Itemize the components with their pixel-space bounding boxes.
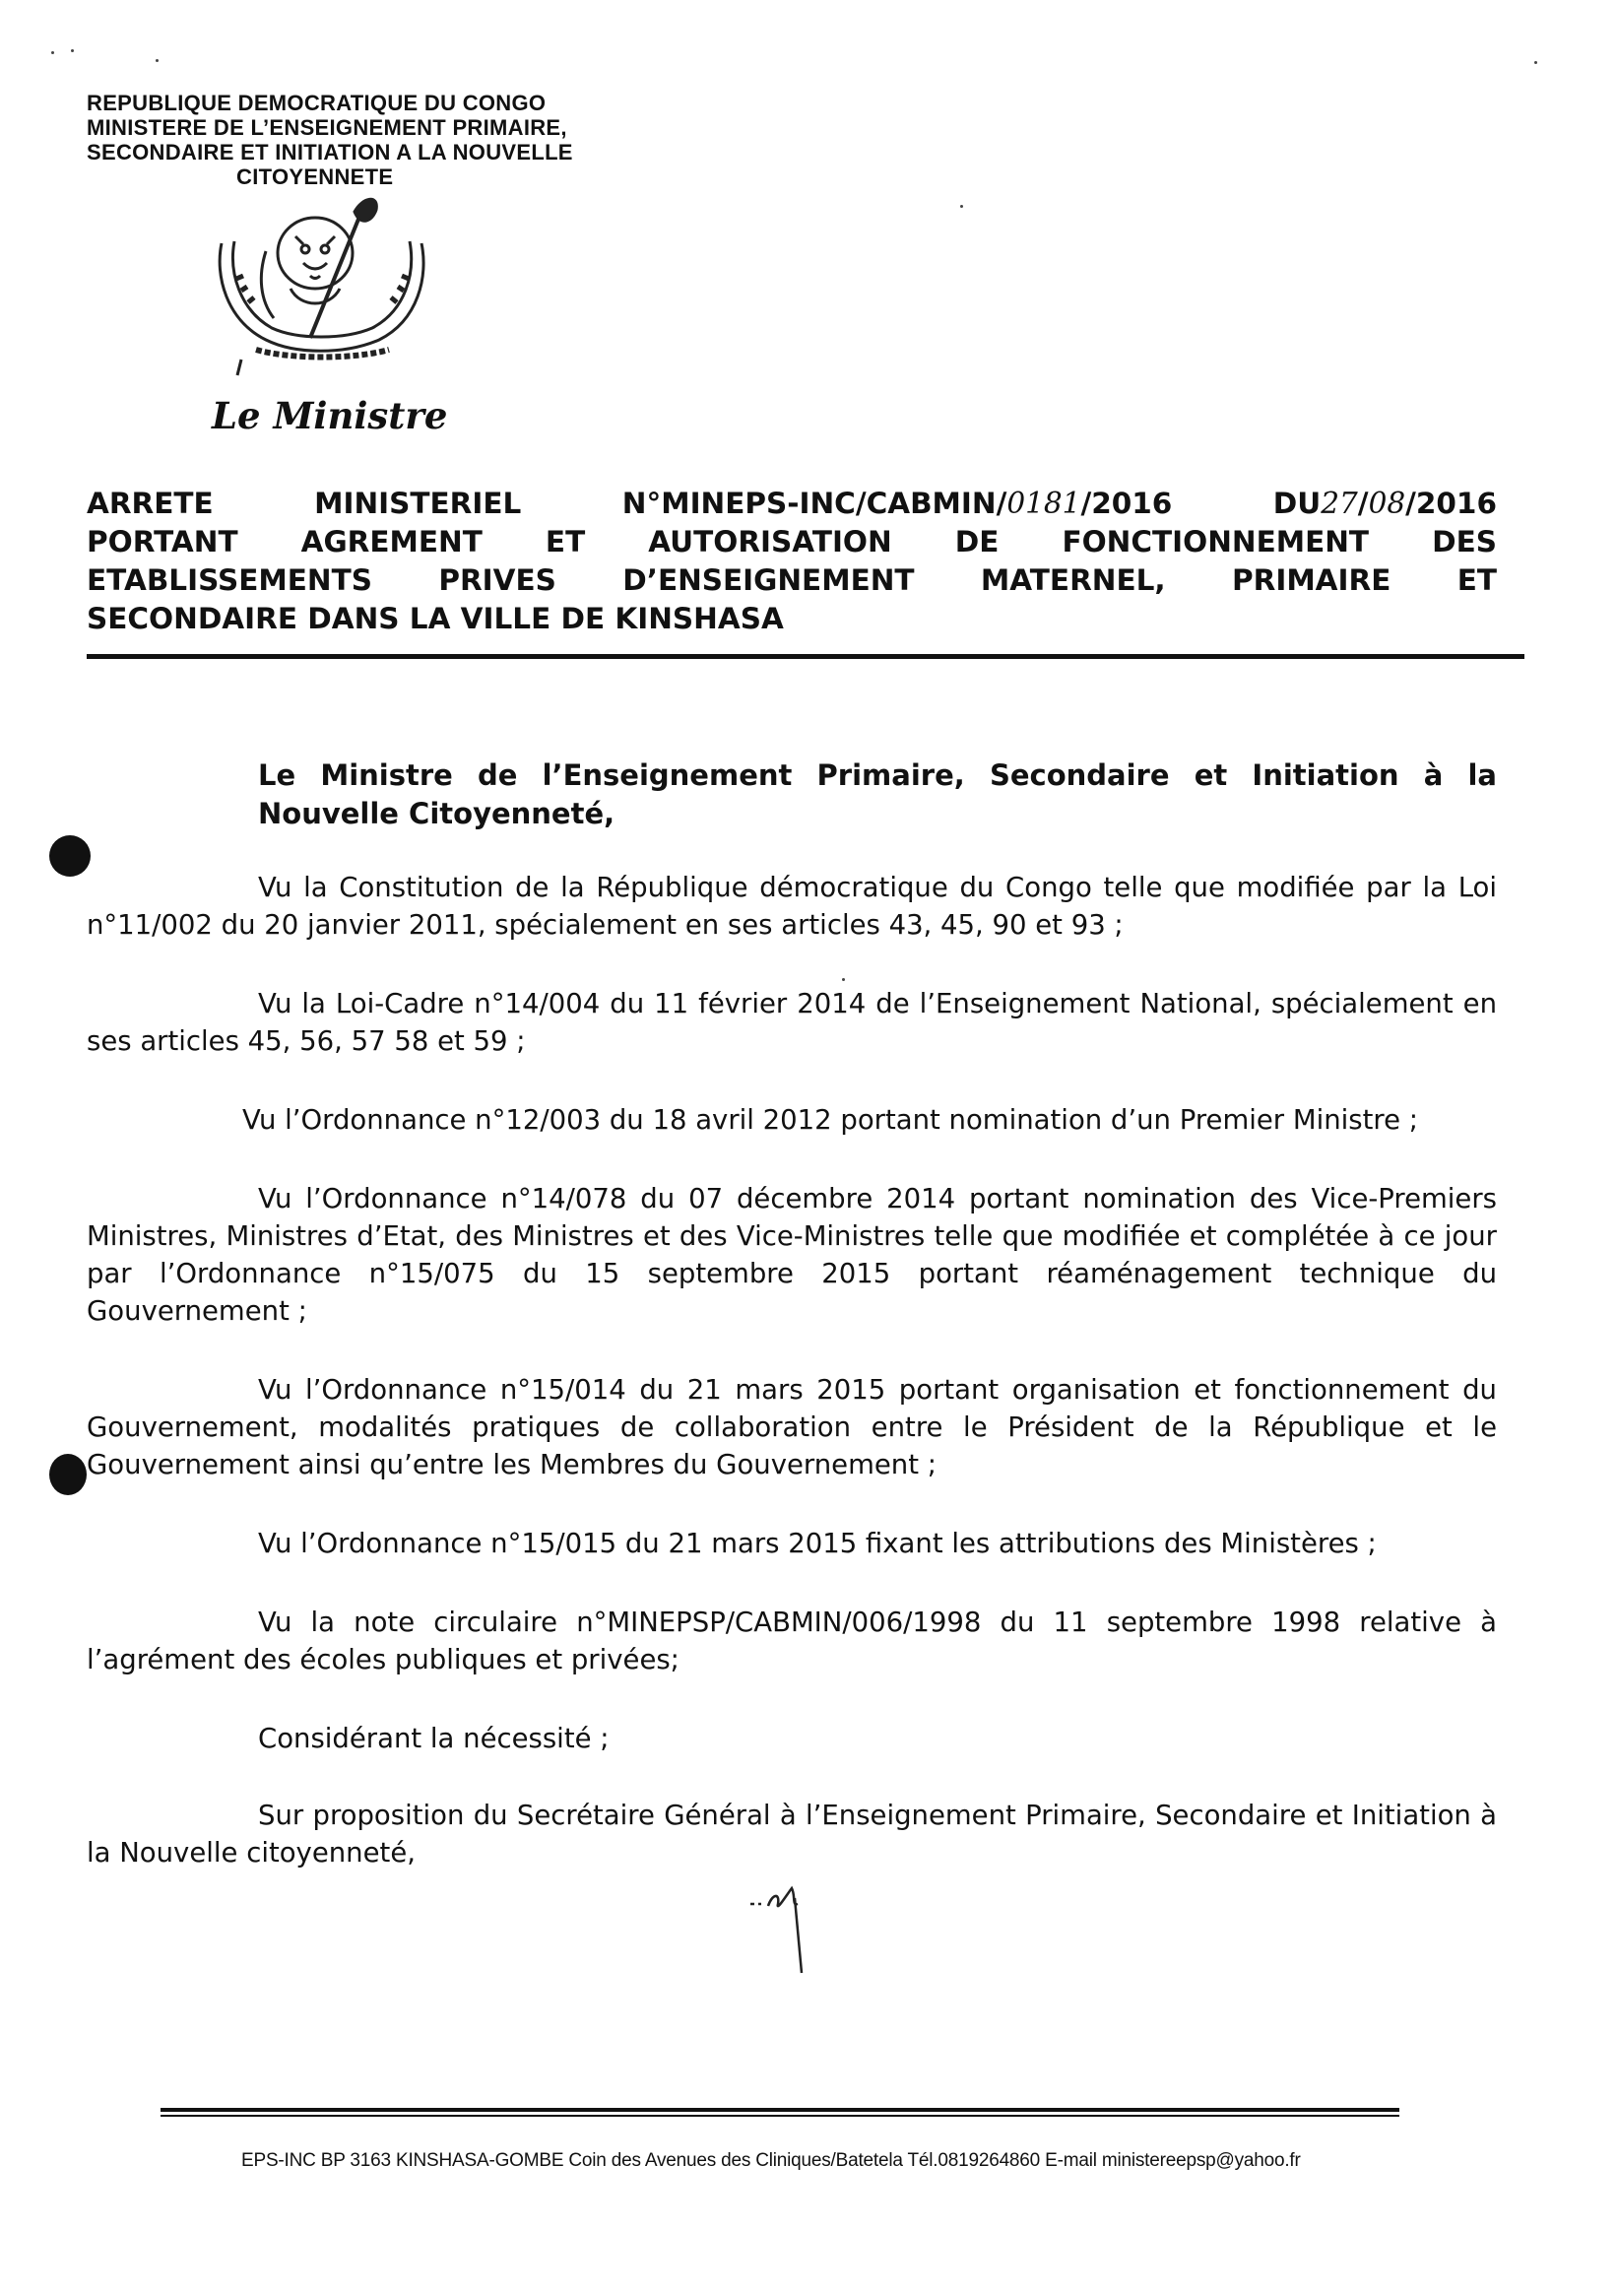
paragraph-ordonnance-premier-ministre: Vu l’Ordonnance n°12/003 du 18 avril 2012 portant nomination d’un Premier Ministre ; <box>242 1104 1419 1136</box>
paragraph-ordonnance-gouvernement: Vu l’Ordonnance n°15/014 du 21 mars 2015 portant organisation et fonctionnement du Gouvernement, modalités pratiques de collaboration entre le Président de la République et le Gouvernement ainsi qu’entre les Membres du Gouvernement ; <box>87 1374 1497 1480</box>
decree-body <box>87 756 1497 1913</box>
footer-rule-thin <box>161 2115 1399 2117</box>
minister-title: Le Ministre de l’Enseignement Primaire, Secondaire et Initiation à la Nouvelle Citoyenneté, <box>258 758 1497 830</box>
punch-hole-mark <box>49 1454 87 1495</box>
scan-speck <box>1534 61 1537 64</box>
letterhead-ministry-end: CITOYENNETE <box>236 164 394 189</box>
coat-of-arms-icon <box>197 192 448 379</box>
letterhead-ministry: MINISTERE DE L’ENSEIGNEMENT PRIMAIRE, <box>87 115 567 140</box>
minister-signature-label: Le Ministre <box>212 394 448 437</box>
scan-speck <box>960 205 963 208</box>
decree-title-line-2: PORTANT AGREMENT ET AUTORISATION DE FONCTIONNEMENT DES <box>87 525 1497 558</box>
scan-speck <box>156 59 159 62</box>
initials-signature-icon <box>741 1876 829 1975</box>
decree-title-line-1 <box>87 485 1497 523</box>
paragraph-loi-cadre: Vu la Loi-Cadre n°14/004 du 11 février 2014 de l’Enseignement National, spécialement en ses articles 45, 56, 57 58 et 59 ; <box>87 988 1497 1057</box>
paragraph-considerant: Considérant la nécessité ; <box>258 1723 610 1754</box>
letterhead-ministry-cont: SECONDAIRE ET INITIATION A LA NOUVELLE <box>87 140 573 164</box>
decree-day-handwritten: 27 <box>1321 487 1358 520</box>
decree-number-prefix: ARRETE MINISTERIEL N°MINEPS-INC/CABMIN/ <box>87 487 1007 520</box>
decree-title <box>87 485 1497 638</box>
scan-speck <box>71 49 74 52</box>
decree-date-separator: / <box>1357 487 1369 520</box>
letterhead-country: REPUBLIQUE DEMOCRATIQUE DU CONGO <box>87 91 547 115</box>
paragraph-note-circulaire: Vu la note circulaire n°MINEPSP/CABMIN/006/1998 du 11 septembre 1998 relative à l’agrément des écoles publiques et privées; <box>87 1607 1497 1675</box>
letterhead <box>87 91 697 189</box>
decree-number-handwritten: 0181 <box>1006 487 1081 520</box>
scan-speck <box>51 51 54 54</box>
punch-hole-mark <box>49 835 91 877</box>
paragraph-ordonnance-ministres: Vu l’Ordonnance n°14/078 du 07 décembre 2014 portant nomination des Vice-Premiers Ministres, Ministres d’Etat, des Ministres et des Vice-Ministres telle que modifiée et complétée à ce jour par l’Ordonnance n°15/075 du 15 septembre 2015 portant réaménagement technique du Gouvernement ; <box>87 1183 1497 1327</box>
paragraph-proposition: Sur proposition du Secrétaire Général à l’Enseignement Primaire, Secondaire et Initiation à la Nouvelle citoyenneté, <box>87 1800 1497 1869</box>
paragraph-constitution: Vu la Constitution de la République démocratique du Congo telle que modifiée par la Loi n°11/002 du 20 janvier 2011, spécialement en ses articles 43, 45, 90 et 93 ; <box>87 872 1497 941</box>
decree-year: /2016 <box>1405 487 1497 520</box>
decree-title-line-3: ETABLISSEMENTS PRIVES D’ENSEIGNEMENT MATERNEL, PRIMAIRE ET <box>87 563 1497 597</box>
footer-rule <box>161 2108 1399 2112</box>
footer-contact: EPS-INC BP 3163 KINSHASA-GOMBE Coin des Avenues des Cliniques/Batetela Tél.0819264860 E-mail ministereepsp@yahoo.fr <box>241 2150 1301 2171</box>
paragraph-ordonnance-attributions: Vu l’Ordonnance n°15/015 du 21 mars 2015 fixant les attributions des Ministères ; <box>258 1528 1377 1559</box>
title-underline <box>87 654 1524 659</box>
decree-title-line-4: SECONDAIRE DANS LA VILLE DE KINSHASA <box>87 602 784 635</box>
decree-month-handwritten: 08 <box>1368 487 1406 520</box>
decree-date-prefix: /2016 DU <box>1080 487 1322 520</box>
